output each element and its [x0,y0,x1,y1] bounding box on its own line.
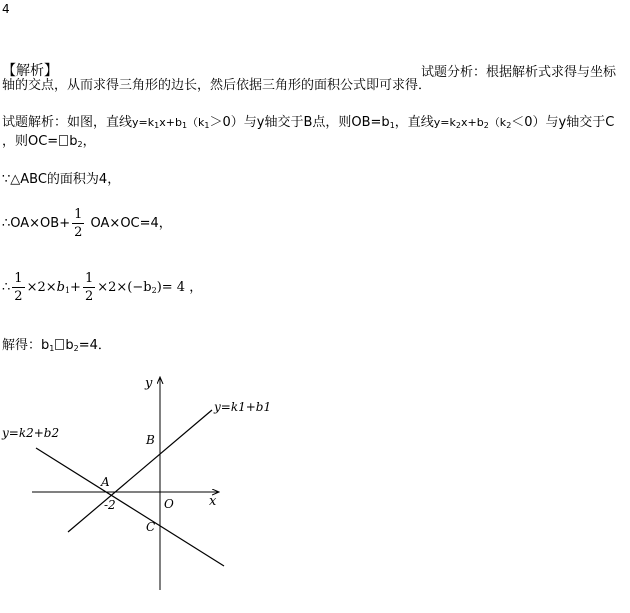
x-axis-label: x [209,494,217,509]
equation-1: ∴OA×OB+ $\frac{1}{2}$ OA×OC=4， [2,207,172,240]
line2-equation: $y=k_2x+b_2(k_2$ [433,116,512,130]
fraction-one-half-b: $\frac{1}{2}$ [84,271,94,304]
analysis-heading: 【解析】 [2,63,58,79]
area-statement: ∵△ABC的面积为4， [2,172,121,187]
analysis-text-right: 试题分析：根据解析式求得与坐标 [421,65,617,80]
fraction-one-half-a: $\frac{1}{2}$ [14,271,23,304]
point-b-label: B [146,433,155,447]
solution-line1: 试题解析：如图，直线$y=k_1x+b_1(k_1>0)$与y轴交于B点，则$OB=b_1$，直线$y=k_2x+b_2(k_2<0)$与y轴交于C [2,115,615,130]
line1-condition: ＞0）与y轴交于B点，则OB=b [209,115,390,130]
solution-intro: 试题解析：如图，直线 [2,115,133,130]
coordinate-figure [0,370,300,600]
fraction-one-half: $\frac{1}{2}$ [74,207,83,240]
point-a-label: A [101,475,110,489]
equation-2: ∴ $\frac{1}{2}$ $\times 2\times b_1+$ $\frac{1}{2}$ $\times 2\times(-b_2)= 4$ ， [2,271,203,304]
origin-label: O [164,497,174,511]
point-c-label: C [146,520,156,534]
missing-glyph-box [55,339,64,350]
analysis-text-line2: 轴的交点，从而求得三角形的边长，然后依据三角形的面积公式即可求得． [2,78,432,93]
line1-equation: $y=k_1x+b_1(k_1$ [132,116,210,130]
solution-line2: ，则$OC= b_2$， [2,134,96,149]
missing-glyph-box [59,135,68,146]
line1-label: y=k1+b1 [214,400,272,414]
result-line: 解得：$b_1$ $b_2=4$． [2,338,111,353]
line2-condition: ＜0）与y轴交于C [511,115,615,130]
y-axis-label: y [145,376,153,391]
line2-label: y=k2+b2 [2,426,60,440]
tick-neg2-label: -2 [104,498,116,512]
score-label: 4 [2,2,10,16]
line-y-k2-b2 [36,448,224,566]
